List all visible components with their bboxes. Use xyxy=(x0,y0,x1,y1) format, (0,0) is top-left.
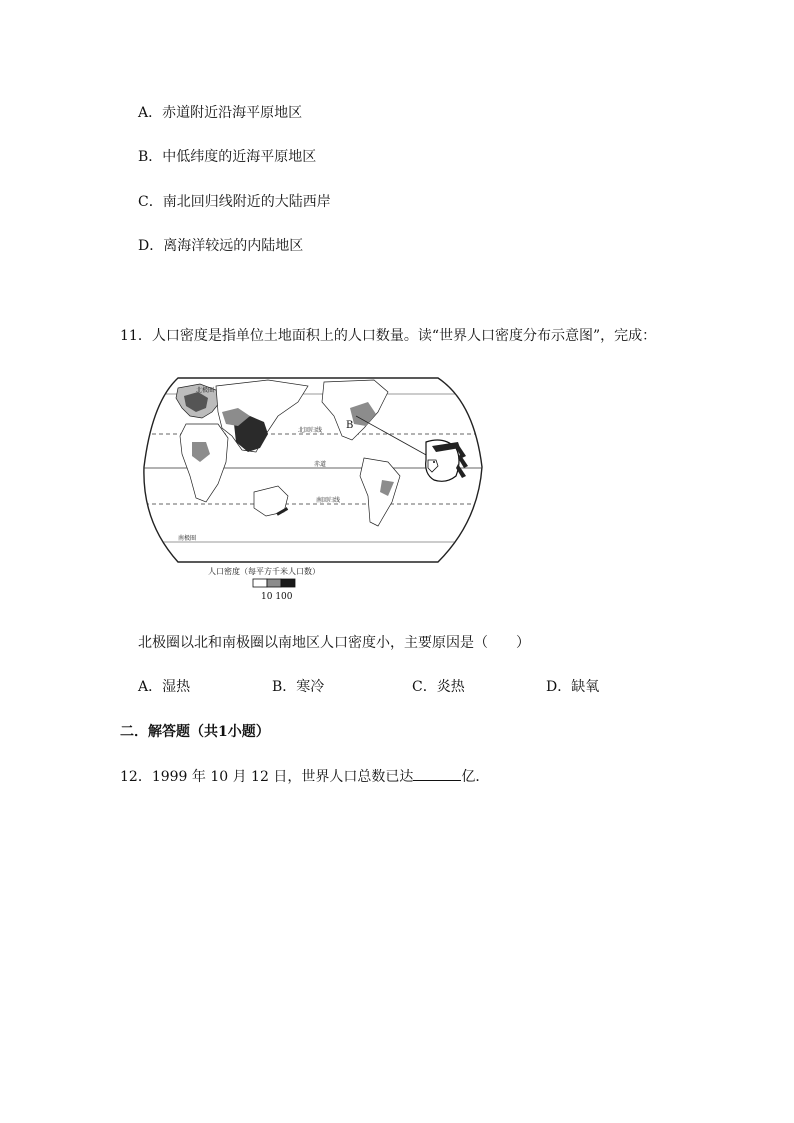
q11-choice-d: D．缺氧 xyxy=(546,679,600,695)
q10-option-d: D．离海洋较远的内陆地区 xyxy=(138,238,304,254)
q12-text-before: 12．1999 年 10 月 12 日，世界人口总数已达 xyxy=(120,769,414,785)
legend-swatch-low xyxy=(253,579,267,587)
legend-title: 人口密度（每平方千米人口数） xyxy=(208,567,320,576)
legend-swatch-high xyxy=(281,579,295,587)
world-population-density-map xyxy=(138,372,488,604)
label-point-b: B xyxy=(346,420,354,431)
q11-choices xyxy=(138,677,658,697)
q12-answer-blank[interactable] xyxy=(413,766,461,781)
q11-choice-a: A．湿热 xyxy=(138,679,191,695)
label-tropic-north: 北回归线 xyxy=(298,427,323,434)
q11-choice-b: B．寒冷 xyxy=(272,679,325,695)
q10-option-b: B．中低纬度的近海平原地区 xyxy=(138,149,317,165)
q10-option-a: A．赤道附近沿海平原地区 xyxy=(138,105,303,121)
q11-stem: 11．人口密度是指单位土地面积上的人口数量。读“世界人口密度分布示意图”，完成： xyxy=(120,328,657,344)
label-antarctic-circle: 南极圈 xyxy=(178,535,197,542)
label-tropic-south: 南回归线 xyxy=(316,497,341,504)
legend-swatch-medium xyxy=(267,579,281,587)
section-title: 二．解答题（共1小题） xyxy=(120,724,270,740)
legend-ticks: 10 100 xyxy=(261,592,293,602)
q11-question: 北极圈以北和南极圈以南地区人口密度小，主要原因是（ ） xyxy=(138,635,530,651)
q12-line xyxy=(120,766,489,787)
label-equator: 赤道 xyxy=(314,461,327,468)
label-arctic-circle: 北极圈 xyxy=(196,387,215,394)
q11-choice-c: C．炎热 xyxy=(412,679,465,695)
q12-text-after: 亿． xyxy=(461,769,490,785)
q10-option-c: C．南北回归线附近的大陆西岸 xyxy=(138,194,331,210)
